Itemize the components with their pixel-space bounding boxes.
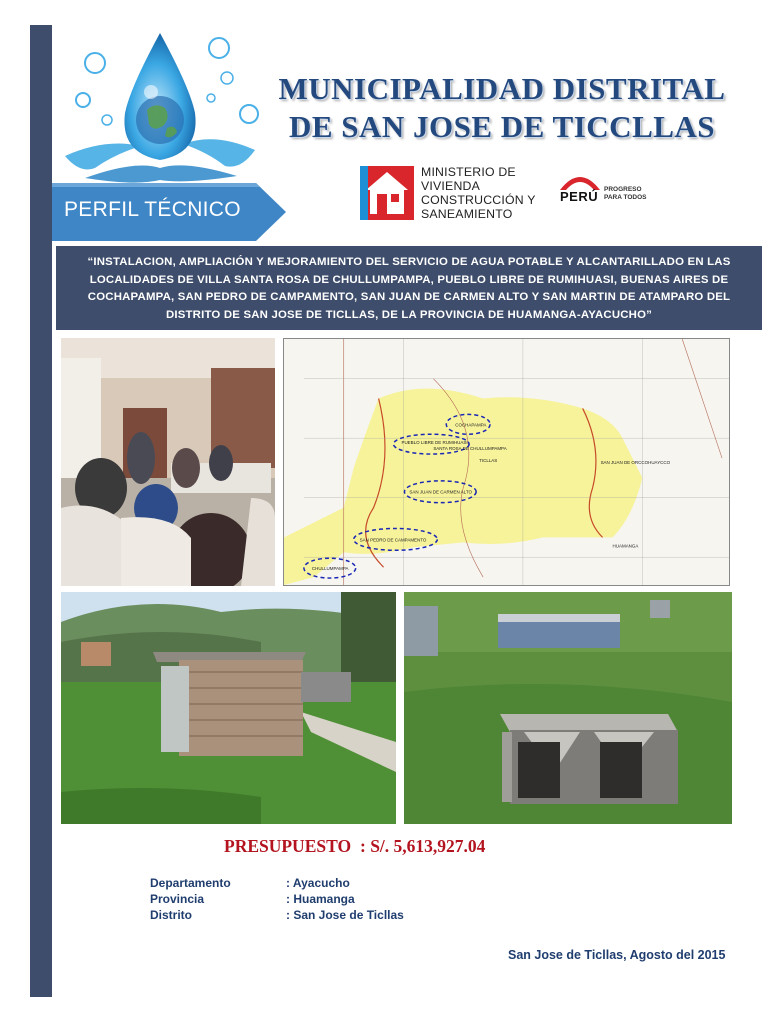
info-label: Provincia [150, 892, 205, 906]
map-label-carmen-alto: SAN JUAN DE CARMEN ALTO [409, 489, 472, 495]
budget-label: PRESUPUESTO [224, 836, 352, 856]
title-line-1: MUNICIPALIDAD DISTRITAL [278, 71, 726, 106]
peru-progreso-logo [558, 170, 668, 210]
info-label: Departamento [150, 876, 231, 890]
project-description: “INSTALACION, AMPLIACIÓN Y MEJORAMIENTO DEL SERVICIO DE AGUA POTABLE Y ALCANTARILLADO EN LAS LOCALIDADES DE VILLA SANTA ROSA DE CHULLUMPAMPA, PUEBLO LIBRE DE RUMIHUASI, BUENAS AIRES DE COCHAPAMPA, SAN PEDRO DE CAMPAMENTO, SAN JUAN DE CARMEN ALTO Y SAN MARTIN DE ATAMPARO DEL DISTRITO DE SAN JOSE DE TICLLAS, DE LA PROVINCIA DE HUAMANGA-AYACUCHO” [87, 256, 731, 321]
map-label-campamento: SAN PEDRO DE CAMPAMENTO [359, 537, 427, 543]
left-sidebar-stripe [30, 25, 52, 997]
info-value: : San Jose de Ticllas [286, 908, 404, 922]
ministerio-text [421, 165, 536, 221]
ministerio-vivienda-logo [360, 164, 550, 224]
ministerio-line-2: VIVIENDA [421, 179, 481, 193]
adobe-water-tank-photo [61, 592, 396, 824]
footer-place-date: San Jose de Ticllas, Agosto del 2015 [508, 948, 726, 962]
info-value: : Huamanga [286, 892, 355, 906]
map-label-huamanga: HUAMANGA [612, 543, 639, 549]
map-label-chullumpampa-sr: SANTA ROSA DE CHULLUMPAMPA [433, 446, 507, 452]
peru-word: PERÚ [560, 189, 599, 204]
peru-slogan [604, 186, 647, 201]
map-label-rumihuasi: PUEBLO LIBRE DE RUMIHUASI [401, 440, 468, 446]
ministerio-line-4: SANEAMIENTO [421, 207, 513, 221]
ministerio-line-3: CONSTRUCCIÓN Y [421, 193, 536, 207]
concrete-reservoir-photo [404, 592, 732, 824]
map-label-orccohuaycco: SAN JUAN DE ORCCOHUAYCCO [600, 459, 671, 465]
title-line-2: DE SAN JOSE DE TICCLLAS [288, 109, 716, 144]
info-label: Distrito [150, 908, 192, 922]
perfil-tecnico-label: PERFIL TÉCNICO [64, 198, 241, 221]
info-value: : Ayacucho [286, 876, 350, 890]
peru-slogan-line-1: PROGRESO [604, 186, 642, 193]
water-drop-logo [55, 28, 265, 188]
location-map [283, 338, 730, 586]
peru-slogan-line-2: PARA TODOS [604, 193, 647, 201]
budget-value: : S/. 5,613,927.04 [360, 836, 486, 856]
ministerio-house-icon [360, 166, 414, 220]
map-label-ticllas: TICLLAS [479, 458, 498, 463]
ministerio-line-1: MINISTERIO DE [421, 165, 516, 179]
map-label-cochapampa: COCHAPAMPA [455, 422, 487, 428]
community-meeting-photo [61, 338, 275, 586]
project-description-box [56, 246, 762, 330]
municipality-title [262, 70, 742, 146]
map-label-chullumpampa: CHULLUMPAMPA [311, 566, 349, 572]
